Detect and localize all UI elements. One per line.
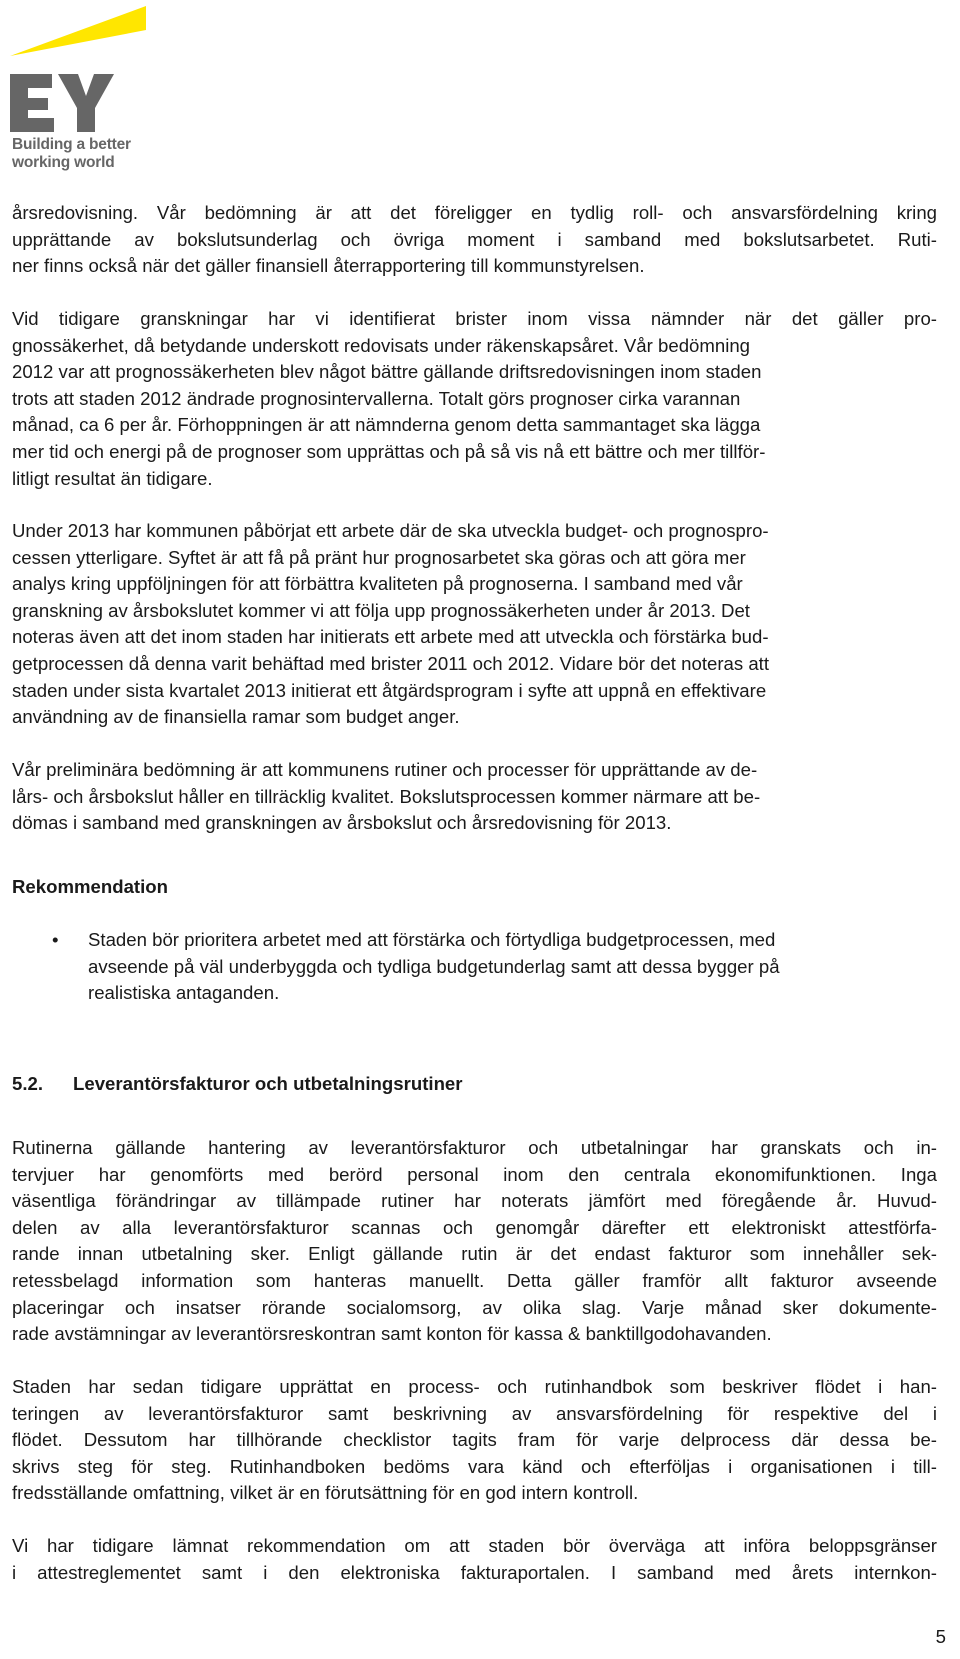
page-number: 5 bbox=[935, 1626, 946, 1647]
text-line: väsentliga förändringar av tillämpade rutiner har noterats jämfört med föregående år. Huvud- bbox=[12, 1190, 937, 1212]
text-line: noteras även att det inom staden har initierats ett arbete med att utveckla och förstärka bud- bbox=[12, 626, 769, 648]
recommendation-heading: Rekommendation bbox=[12, 876, 169, 897]
text-line: 2012 var att prognossäkerheten blev något bättre gällande driftsredovisningen inom staden bbox=[12, 361, 762, 383]
text-line: delen av alla leverantörsfakturor scannas och genomgår därefter ett elektroniskt attestförfa- bbox=[12, 1216, 937, 1238]
text-line: Vi har tidigare lämnat rekommendation om att staden bör överväga att införa beloppsgränser bbox=[12, 1535, 937, 1556]
text-line: flödet. Dessutom har tillhörande checklistor tagits fram för varje delprocess där dessa be- bbox=[12, 1429, 937, 1451]
text-line: cessen ytterligare. Syftet är att få på pränt hur prognosarbetet ska göras och att göra mer bbox=[12, 546, 746, 568]
text-line: Rutinerna gällande hantering av leverantörsfakturor och utbetalningar har granskats och in- bbox=[12, 1137, 937, 1158]
text-line: getprocessen då denna varit behäftad med brister 2011 och 2012. Vidare bör det noteras att bbox=[12, 652, 769, 674]
paragraph-rutinerna bbox=[12, 1135, 937, 1348]
text-line: realistiska antaganden. bbox=[88, 982, 280, 1004]
paragraph-handbok bbox=[12, 1374, 937, 1507]
text-line: Under 2013 har kommunen påbörjat ett arbete där de ska utveckla budget- och prognospro- bbox=[12, 520, 769, 541]
text-line: skrivs steg för steg. Rutinhandboken bedöms vara känd och efterföljas i organisationen i till- bbox=[12, 1455, 937, 1477]
logo-tagline-line1: Building a better bbox=[12, 136, 131, 153]
logo-beam bbox=[10, 6, 146, 56]
text-line: Vår preliminära bedömning är att kommunens rutiner och processer för upprättande av de- bbox=[12, 759, 758, 780]
paragraph-prognos bbox=[12, 306, 937, 492]
text-line: teringen av leverantörsfakturor samt beskrivning av ansvarsfördelning för respektive del i bbox=[12, 1402, 937, 1424]
text-line: litligt resultat än tidigare. bbox=[12, 467, 213, 489]
logo-letters-ey bbox=[10, 74, 114, 132]
ey-logo-mark bbox=[8, 4, 158, 134]
text-line: gnossäkerhet, då betydande underskott redovisats under räkenskapsåret. Vår bedömning bbox=[12, 334, 751, 356]
text-line: månad, ca 6 per år. Förhoppningen är att nämnderna genom detta sammantaget ska lägga bbox=[12, 414, 761, 436]
text-line: rande innan utbetalning sker. Enligt gällande rutin är det endast fakturor som innehåller sek- bbox=[12, 1243, 937, 1265]
text-line: trots att staden 2012 ändrade prognosintervallerna. Totalt görs prognoser cirka varannan bbox=[12, 387, 741, 409]
paragraph-bedomning bbox=[12, 757, 937, 837]
paragraph-budget-2013 bbox=[12, 518, 937, 731]
paragraph-intro bbox=[12, 200, 937, 280]
text-line: Staden bör prioritera arbetet med att förstärka och förtydliga budgetprocessen, med bbox=[88, 929, 776, 950]
text-line: placeringar och insatser rörande socialomsorg, av olika slag. Varje månad sker dokumente- bbox=[12, 1296, 937, 1318]
section-title: Leverantörsfakturor och utbetalningsrutiner bbox=[73, 1073, 463, 1094]
text-line: användning av de finansiella ramar som budget anger. bbox=[12, 706, 460, 728]
recommendation-list bbox=[12, 927, 937, 1007]
text-line: ner finns också när det gäller finansiell återrapportering till kommunstyrelsen. bbox=[12, 255, 645, 277]
text-line: mer tid och energi på de prognoser som upprättas och på så vis nå ett bättre och mer tillför- bbox=[12, 440, 766, 462]
text-line: årsredovisning. Vår bedömning är att det föreligger en tydlig roll- och ansvarsfördelning kring bbox=[12, 202, 937, 223]
text-line: i attestreglementet samt i den elektroniska fakturaportalen. I samband med årets internkon- bbox=[12, 1561, 937, 1583]
text-line: lårs- och årsbokslut håller en tillräcklig kvalitet. Bokslutsprocessen kommer närmare att be- bbox=[12, 785, 761, 807]
section-heading bbox=[12, 1071, 463, 1098]
bullet-icon: • bbox=[52, 929, 59, 950]
paragraph-beloppsgranser bbox=[12, 1533, 937, 1586]
text-line: analys kring uppföljningen för att förbättra kvaliteten på prognoserna. I samband med vår bbox=[12, 573, 743, 595]
ey-logo bbox=[8, 4, 158, 174]
text-line: retessbelagd information som hanteras manuellt. Detta gäller framför allt fakturor avseende bbox=[12, 1269, 937, 1291]
text-line: Staden har sedan tidigare upprättat en process- och rutinhandbok som beskriver flödet i han- bbox=[12, 1376, 937, 1397]
list-item bbox=[12, 927, 937, 1007]
text-line: staden under sista kvartalet 2013 initierat ett åtgärdsprogram i syfte att uppnå en effektivare bbox=[12, 679, 767, 701]
text-line: rade avstämningar av leverantörsreskontran samt konton för kassa & banktillgodohavanden. bbox=[12, 1323, 772, 1345]
text-line: avseende på väl underbyggda och tydliga budgetunderlag samt att dessa bygger på bbox=[88, 955, 780, 977]
text-line: Vid tidigare granskningar har vi identifierat brister inom vissa nämnder när det gäller pro- bbox=[12, 308, 937, 329]
section-number: 5.2. bbox=[12, 1073, 44, 1094]
text-line: upprättande av bokslutsunderlag och övriga moment i samband med bokslutsarbetet. Ruti- bbox=[12, 228, 937, 250]
text-line: fredsställande omfattning, vilket är en förutsättning för en god intern kontroll. bbox=[12, 1482, 639, 1504]
logo-tagline-line2: working world bbox=[12, 154, 115, 171]
text-line: dömas i samband med granskningen av årsbokslut och årsredovisning för 2013. bbox=[12, 812, 672, 834]
text-line: tervjuer har genomförts med berörd personal inom den centrala ekonomifunktionen. Inga bbox=[12, 1163, 937, 1185]
text-line: granskning av årsbokslutet kommer vi att följa upp prognossäkerheten under år 2013. Det bbox=[12, 599, 750, 621]
